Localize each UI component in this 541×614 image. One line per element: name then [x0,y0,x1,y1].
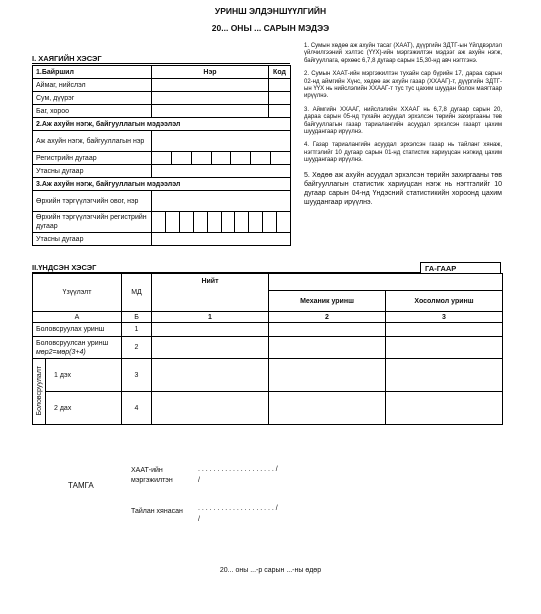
location-row-label: Сум, дүүрэг [33,92,152,105]
note-3: 3. Аймгийн ХХААГ, нийслэлийн ХХААГ нь 6,7,8 дугаар сарын 20, дараа сарын 05-нд тухайн асуудал эрхэлсэн төрийн захиргааны төв байгууллагын газар тариалангийн асуудал эрхэлсэн газарт цахим шуудангаар ирүүлнэ. [304,106,502,136]
owner-row-label: Утасны дугаар [33,233,152,246]
report-date: 20... оны ...-р сарын ...-ны өдөр [219,567,322,574]
row-formula: мөр2=мөр(3+4) [36,348,86,356]
value-cell[interactable] [386,323,503,337]
col-mixed: Хосолмол уринш [386,291,503,312]
owner-phone-cell[interactable] [152,233,291,246]
note-1: 1. Сумын хөдөө аж ахуйн тасаг (ХААТ), дүүргийн ЗДТГ-ын Үйлдвэрлэл үйлчилгээний хэлтэс (ҮҮХ)-ийн мэргэжилтэн мэдээг аж ахуйн нэгж, байгууллага, өрхөөс 6,7,8 дугаар сарын 15,30-нд авч нэгтгэнэ. [304,43,502,64]
form-title: УРИНШ ЭЛДЭНШҮҮЛГИЙН [214,6,327,16]
unit-row-label: Аж ахуйн нэгж, байгууллагын нэр [33,131,152,152]
row-label: 1 дэх [46,359,122,392]
letter-a: А [33,312,122,323]
col-num-2: 2 [269,312,386,323]
note-4: 4. Газар тариалангийн асуудал эрхэлсэн газар нь тайланг хянаж, нэгтгэлийг 10 дугаар сарын 01-нд статистик хариуцсан нэгжид цахим шуудангаар ирүүлнэ. [304,142,502,164]
name-cell[interactable] [152,79,269,92]
unit-row-label: Регистрийн дугаар [33,152,152,165]
location-row-label: Аймаг, нийслэл [33,79,152,92]
sig2-label: Тайлан хянасан [131,508,183,515]
owner-name-cell[interactable] [152,191,291,212]
sig2-dots[interactable]: . . . . . . . . . . . . . . . . . . . . / [198,505,278,512]
col-num-3: 3 [386,312,503,323]
sig1-label: ХААТ-ийн мэргэжилтэн [131,467,173,484]
owner-header: 3.Аж ахуйн нэгж, байгууллагын мэдээлэл [33,178,291,191]
row-label-cell [33,337,122,359]
row-md: 3 [122,359,152,392]
sig1-dots[interactable]: . . . . . . . . . . . . . . . . . . . . / [198,466,278,473]
unit-header: 2.Аж ахуйн нэгж, байгууллагын мэдээлэл [33,118,291,131]
main-table [32,273,503,425]
row-label: 2 дах [46,392,122,425]
owner-row-label: Өрхийн тэргүүлэгчийн регистрийн дугаар [33,212,152,233]
owner-row-label: Өрхийн тэргүүлэгчийн овог, нэр [33,191,152,212]
value-cell[interactable] [152,392,269,425]
value-cell[interactable] [269,359,386,392]
section2-heading: II.ҮНДСЭН ХЭСЭГ [32,263,420,273]
stamp-label: ТАМГА [68,481,94,490]
sig1-slash: / [198,477,200,484]
note-5: 5. Хөдөө аж ахуйн асуудал эрхэлсэн төрийн захиргааны төв байгууллагын статистик хариуцсан нэгж нь нэгтгэлийг 10 дугаар сарын 04-нд Үндэсний статистикийн хороонд цахим шуудангаар ирүүлнэ. [304,171,502,206]
location-row-label: Баг, хороо [33,105,152,118]
value-cell[interactable] [269,392,386,425]
address-table [32,65,291,246]
code-cell[interactable] [269,79,291,92]
form-subtitle: 20... ОНЫ ... САРЫН МЭДЭЭ [211,23,330,33]
name-header: Нэр [152,66,269,79]
code-header: Код [269,66,291,79]
row-md: 4 [122,392,152,425]
row-md: 1 [122,323,152,337]
col-mechanical: Механик уринш [269,291,386,312]
value-cell[interactable] [152,359,269,392]
col-md: МД [122,274,152,312]
value-cell[interactable] [152,323,269,337]
row-md: 2 [122,337,152,359]
value-cell[interactable] [386,337,503,359]
phone-cell[interactable] [152,165,291,178]
instructions [304,43,502,207]
unit-name-cell[interactable] [152,131,291,152]
code-cell[interactable] [269,105,291,118]
register-cells[interactable] [152,152,291,165]
row-label: Боловсруулсан уринш [36,339,109,347]
name-cell[interactable] [152,92,269,105]
value-cell[interactable] [152,337,269,359]
code-cell[interactable] [269,92,291,105]
name-cell[interactable] [152,105,269,118]
group-label-cell [33,359,46,425]
col-indicator: Үзүүлэлт [33,274,122,312]
note-2: 2. Сумын ХААТ-ийн мэргэжилтэн тухайн сар бүрийн 17, дараа сарын 02-нд аймгийн Хүнс, хөдөө аж ахуйн газар (ХХААГ)-т, дүүргийн ЗДТГ-ын ҮҮХ нь нийслэлийн ХХААГ-т тус тус цахим шуудан болон маягтаар ирүүлнэ. [304,71,502,100]
section1-heading: I. ХАЯГИЙН ХЭСЭГ [32,54,290,64]
group-label: Боловсруулалт [35,365,43,416]
col-num-1: 1 [152,312,269,323]
unit-row-label: Утасны дугаар [33,165,152,178]
value-cell[interactable] [386,359,503,392]
value-cell[interactable] [269,337,386,359]
value-cell[interactable] [269,323,386,337]
form-code: ГА-ГААР [420,262,501,273]
value-cell[interactable] [386,392,503,425]
letter-b: Б [122,312,152,323]
location-header: 1.Байршил [33,66,152,79]
col-total: Нийт [152,274,269,312]
sig2-slash: / [198,516,200,523]
row-label: Боловсруулах уринш [33,323,122,337]
owner-register-cells[interactable] [152,212,291,233]
